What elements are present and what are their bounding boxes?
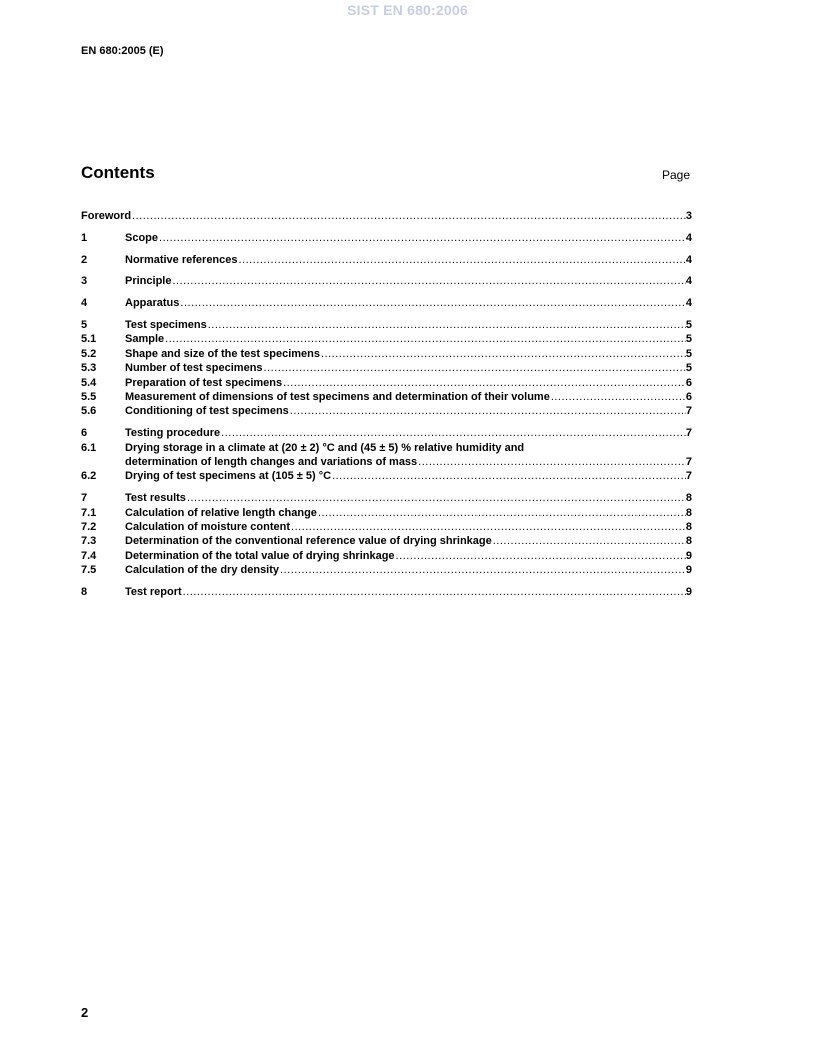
toc-title: Drying storage in a climate at (20 ± 2) °C and (45 ± 5) % relative humidity and <box>125 441 525 454</box>
toc-title: Measurement of dimensions of test specimens and determination of their volume <box>125 391 550 404</box>
toc-entry-7-1[interactable] <box>81 506 692 520</box>
toc-title: Shape and size of the test specimens <box>125 347 321 360</box>
toc-page: 5 <box>685 318 692 331</box>
toc-page: 5 <box>685 362 692 375</box>
leader-dots <box>179 296 685 310</box>
toc-page: 4 <box>685 297 692 310</box>
table-of-contents <box>81 209 692 599</box>
toc-entry-2[interactable] <box>81 253 692 267</box>
toc-title: Test results <box>125 492 186 505</box>
toc-entry-5-5[interactable] <box>81 390 692 404</box>
toc-page: 3 <box>685 210 692 222</box>
toc-number: 5.1 <box>81 333 97 346</box>
page-number: 2 <box>81 1005 89 1020</box>
toc-number: 7.5 <box>81 564 97 577</box>
document-id: EN 680:2005 (E) <box>81 45 164 57</box>
toc-entry-8[interactable] <box>81 585 692 599</box>
toc-entry-7-3[interactable] <box>81 534 692 548</box>
toc-page: 8 <box>685 535 692 548</box>
leader-dots <box>263 361 686 375</box>
leader-dots <box>331 469 686 483</box>
leader-dots <box>320 347 686 361</box>
leader-dots <box>317 506 686 520</box>
toc-page: 9 <box>685 564 692 577</box>
toc-number: 5.6 <box>81 405 97 418</box>
toc-entry-6[interactable] <box>81 426 692 440</box>
toc-title: Foreword <box>81 210 132 222</box>
leader-dots <box>220 426 686 440</box>
leader-dots <box>238 253 686 267</box>
leader-dots <box>158 231 686 245</box>
toc-entry-5-6[interactable] <box>81 404 692 418</box>
toc-title: Test specimens <box>125 318 207 331</box>
toc-number: 1 <box>81 231 88 244</box>
toc-entry-7[interactable] <box>81 491 692 505</box>
toc-title: Determination of the conventional reference value of drying shrinkage <box>125 535 492 548</box>
toc-page: 5 <box>685 347 692 360</box>
toc-page: 4 <box>685 275 692 288</box>
toc-entry-5-4[interactable] <box>81 376 692 390</box>
toc-title: Determination of the total value of drying shrinkage <box>125 549 395 562</box>
toc-title: Normative references <box>125 253 238 266</box>
toc-number: 5 <box>81 318 88 331</box>
toc-page: 8 <box>685 492 692 505</box>
leader-dots <box>282 376 686 390</box>
toc-page: 9 <box>685 549 692 562</box>
toc-entry-5-1[interactable] <box>81 332 692 346</box>
toc-number: 6 <box>81 427 88 440</box>
leader-dots <box>289 404 686 418</box>
toc-page: 9 <box>685 586 692 599</box>
toc-title: Calculation of moisture content <box>125 521 291 534</box>
leader-dots <box>395 549 686 563</box>
page-column-label: Page <box>662 168 691 182</box>
toc-number: 5.5 <box>81 391 97 404</box>
toc-page: 4 <box>685 253 692 266</box>
toc-entry-foreword[interactable] <box>81 209 692 223</box>
toc-title: Conditioning of test specimens <box>125 405 289 418</box>
toc-number: 7 <box>81 492 88 505</box>
toc-number: 5.4 <box>81 376 97 389</box>
leader-dots <box>290 520 686 534</box>
toc-entry-5-3[interactable] <box>81 361 692 375</box>
toc-entry-4[interactable] <box>81 296 692 310</box>
toc-page: 7 <box>685 405 692 418</box>
toc-number: 7.4 <box>81 549 97 562</box>
leader-dots <box>550 390 686 404</box>
leader-dots <box>207 318 686 332</box>
toc-number: 3 <box>81 275 88 288</box>
toc-page: 7 <box>685 427 692 440</box>
toc-title: Calculation of relative length change <box>125 506 317 519</box>
toc-number: 4 <box>81 297 88 310</box>
toc-title: determination of length changes and variations of mass <box>125 456 418 469</box>
toc-entry-7-4[interactable] <box>81 549 692 563</box>
toc-number: 8 <box>81 586 88 599</box>
toc-page: 6 <box>685 391 692 404</box>
toc-number: 7.2 <box>81 521 97 534</box>
toc-title: Calculation of the dry density <box>125 564 280 577</box>
leader-dots <box>171 274 685 288</box>
toc-entry-7-2[interactable] <box>81 520 692 534</box>
toc-title: Drying of test specimens at (105 ± 5) °C <box>125 470 332 483</box>
leader-dots <box>492 534 686 548</box>
toc-page: 7 <box>685 456 692 469</box>
toc-entry-7-5[interactable] <box>81 563 692 577</box>
toc-title: Number of test specimens <box>125 362 263 375</box>
contents-heading: Contents <box>81 163 155 182</box>
toc-number: 2 <box>81 253 88 266</box>
toc-title: Test report <box>125 586 182 599</box>
toc-page: 4 <box>685 231 692 244</box>
toc-title: Scope <box>125 231 159 244</box>
toc-number: 5.3 <box>81 362 97 375</box>
toc-title: Testing procedure <box>125 427 221 440</box>
toc-page: 6 <box>685 376 692 389</box>
toc-title: Principle <box>125 275 172 288</box>
toc-entry-5-2[interactable] <box>81 347 692 361</box>
toc-number: 7.1 <box>81 506 97 519</box>
toc-title: Preparation of test specimens <box>125 376 283 389</box>
toc-title: Sample <box>125 333 165 346</box>
toc-page: 8 <box>685 521 692 534</box>
toc-entry-6-1-line2[interactable] <box>81 455 692 469</box>
toc-entry-6-1-line1[interactable] <box>81 441 692 455</box>
toc-number: 7.3 <box>81 535 97 548</box>
toc-entry-3[interactable] <box>81 274 692 288</box>
leader-dots <box>279 563 686 577</box>
leader-dots <box>182 585 686 599</box>
toc-title: Apparatus <box>125 297 180 310</box>
toc-page: 8 <box>685 506 692 519</box>
toc-entry-6-2[interactable] <box>81 469 692 483</box>
toc-entry-1[interactable] <box>81 231 692 245</box>
leader-dots <box>164 332 686 346</box>
toc-page: 7 <box>685 470 692 483</box>
toc-page: 5 <box>685 333 692 346</box>
toc-number: 6.2 <box>81 470 97 483</box>
toc-entry-5[interactable] <box>81 318 692 332</box>
leader-dots <box>186 491 686 505</box>
toc-number: 5.2 <box>81 347 97 360</box>
leader-dots <box>131 209 686 223</box>
toc-number: 6.1 <box>81 441 97 454</box>
leader-dots <box>417 455 686 469</box>
watermark: SIST EN 680:2006 <box>347 2 468 18</box>
